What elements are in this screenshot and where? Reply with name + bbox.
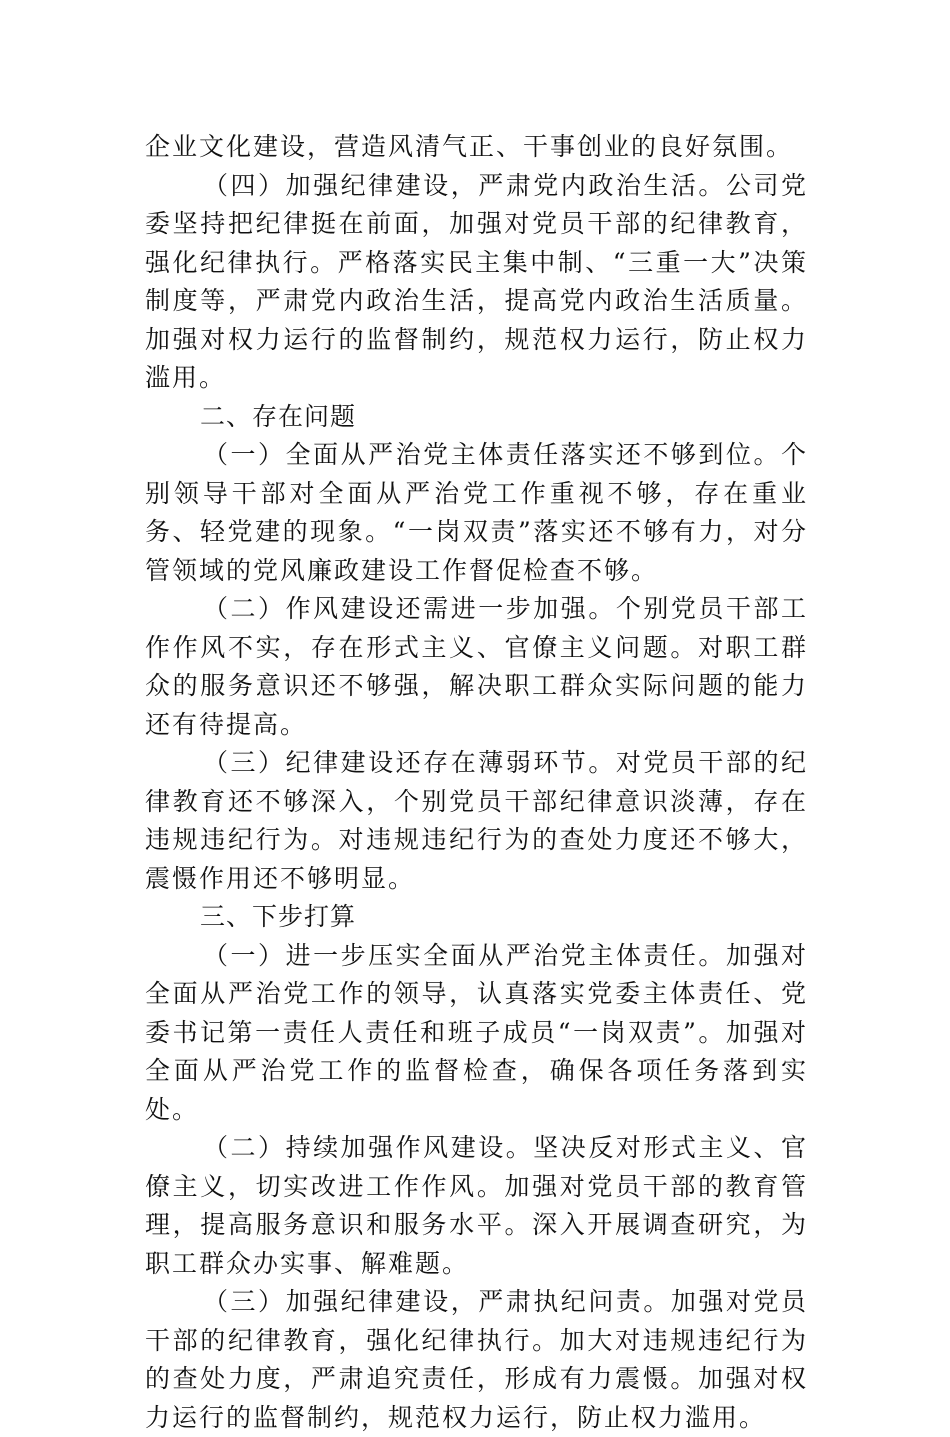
paragraph-plan-3: （三）加强纪律建设，严肃执纪问责。加强对党员干部的纪律教育，强化纪律执行。加大对违规违纪行为的查处力度，严肃追究责任，形成有力震慑。加强对权力运行的监督制约，规范权力运行，防止权力滥用。 (145, 1287, 808, 1432)
paragraph-problem-2: （二）作风建设还需进一步加强。个别党员干部工作作风不实，存在形式主义、官僚主义问题。对职工群众的服务意识还不够强，解决职工群众实际问题的能力还有待提高。 (145, 594, 808, 739)
document-page (145, 128, 808, 1437)
paragraph-plan-2: （二）持续加强作风建设。坚决反对形式主义、官僚主义，切实改进工作作风。加强对党员干部的教育管理，提高服务意识和服务水平。深入开展调查研究，为职工群众办实事、解难题。 (145, 1133, 808, 1278)
heading-next-steps: 三、下步打算 (200, 902, 357, 931)
paragraph-plan-1: （一）进一步压实全面从严治党主体责任。加强对全面从严治党工作的领导，认真落实党委主体责任、党委书记第一责任人责任和班子成员“一岗双责”。加强对全面从严治党工作的监督检查，确保各项任务落到实处。 (145, 940, 808, 1124)
heading-existing-problems: 二、存在问题 (200, 401, 357, 431)
paragraph-continued-culture: 企业文化建设，营造风清气正、干事创业的良好氛围。 (145, 132, 794, 161)
paragraph-problem-1: （一）全面从严治党主体责任落实还不够到位。个别领导干部对全面从严治党工作重视不够，存在重业务、轻党建的现象。“一岗双责”落实还不够有力，对分管领域的党风廉政建设工作督促检查不够。 (145, 440, 808, 585)
paragraph-problem-3: （三）纪律建设还存在薄弱环节。对党员干部的纪律教育还不够深入，个别党员干部纪律意识淡薄，存在违规违纪行为。对违规违纪行为的查处力度还不够大，震慑作用还不够明显。 (145, 748, 808, 893)
paragraph-discipline-building: （四）加强纪律建设，严肃党内政治生活。公司党委坚持把纪律挺在前面，加强对党员干部的纪律教育，强化纪律执行。严格落实民主集中制、“三重一大”决策制度等，严肃党内政治生活，提高党内政治生活质量。加强对权力运行的监督制约，规范权力运行，防止权力滥用。 (145, 170, 808, 392)
